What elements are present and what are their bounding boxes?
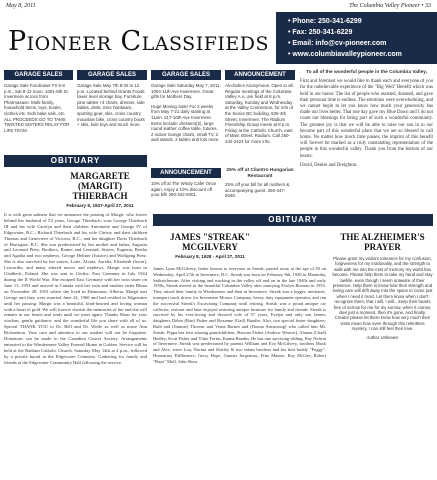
- obituary-bar: [4, 155, 147, 167]
- paper-name: The Columbia Valley Pioneer • 33: [349, 3, 431, 9]
- ad-text: Alcoholics Anonymous. Open to all. Regular meetings of the Columbia Valley A.A. are held at 8 p.m. Saturday, Sunday and Wednesday at the Valley Connection, for info of the Senior BC building, 625-4th Street, Invermere. The Radium Friendship Group meets at 8 p.m. Friday at the Catholic Church, east of Main Street, Radium. Call 250-342-2424 for more info.: [225, 83, 294, 144]
- letter-body: First and foremost we would like to thank each and everyone of you for the unbelievable experience of the "Big Wed" Benefit which was held in our honor. The list of people who assisted, donated, and gave their personal time is endless. The emotions were overwhelming, and we cannot begin to let you know how much your generosity has made our lives better. That one day gave my Blue Dawn and I do not count our blessings for being part of such a wonderful community. The greatest joy is that we will be able to raise our son in to our become part of this wonderful place that we are so blessed to call home. No matter how much time passes, the imprint of this benefit will forever be marked as a truly outstanding representation of the people in this wonderful valley. Thank you from the bottom of our hearts.: [300, 79, 433, 159]
- fax-line: • Fax: 250-341-6229: [288, 27, 437, 38]
- contact-box: [276, 12, 437, 64]
- section-heading: GARAGE SALES: [151, 70, 221, 80]
- ad-windy-cafe: [151, 168, 221, 198]
- poem-text: Please grant my visitors tolerance for my confusion, forgiveness for my irrationality, and the strength to walk with me into the mist of memory my world has become. Please help them to take my hand and stay awhile, even though I seem unaware of their presence. Help them to know how their strength and loving care will drift away into the space to come just when I need it most. Let them know when I don't recognize them, that I will, I will... keep their hearts free of sorrow for me for my sorrow, when it comes, dies just a moment, then it's gone. And finally, Creator please let them know how very much their visits mean how even through this relentless mystery, I can still feel their love.: [332, 256, 433, 332]
- classifieds-header: [0, 12, 437, 64]
- ad-text: Garage Sale May 7th 8:30 to 12 p.m. Located behind Grants Foods lower level storage bay. Furniture, pine tables +4 chairs, dresser, side tables, desk, misc hardware, sporting gear, skis, cross country mountain bike, cross country boots + skis, kids toys and much more.: [77, 83, 145, 128]
- obituary-bar: [153, 214, 433, 226]
- letter-signature: David, Denise and Dreighton.: [300, 162, 358, 168]
- poem-title: THE ALZHEIMER'S PRAYER: [340, 232, 425, 252]
- ad-cilantro: [225, 168, 295, 199]
- obituary-name: MARGARETE (MARGIT) THIERBACH: [70, 171, 130, 201]
- section-heading: ANNOUNCEMENT: [225, 70, 295, 80]
- obituary-body: James Lynn McGilvery, better known to everyone as Streak, passed away at the age of 83 on Wednesday, April 27th in Invermere, B.C. Streak was born on February 8th, 1928 in Manitoba, Saskatchewan. After visiting and working in the valley off and on in the late 1940s and early 1950s, Streak moved to the beautiful Columbia Valley after marrying Evelyn Bressau in 1953. They raised their family in Windermere and then in Invermere. Streak was a logger, mechanic, transport truck driver for Invermere Motors Company, heavy duty equipment operator, and ran the successful Streak's Excavating Company until retiring. Streak was a proud antique car collector, restorer and later enjoyed restoring antique furniture for family and friends. Streak is survived by his ever-loving and devoted wife of 57 years, Evelyn and only son James; daughters Debra (Ron) Fisher and Roxanne (Gail) Baudin. Also, two special foster daughters: Ruth and (Jimmie) Thoreur and Verna Barnes and (Donna Armstrong) who called him Mr. Streak. Pippa has four adoring grandchildren, Shawna Fisher (Andrew Weaver), Alanna (Chad) Hedley, Scott Fisher and Vittie Fortin, Emma Baudin. He has one surviving sibling, Ray Nelson of Invermere. Streak was predeceased by parents William and Eva McGilvery, brothers Mack and Alex, sister Lou, Norma and Shirley & two infant brothers and his best buddy "Poggy". Honourary Pallbearers: Gerry Hope, Gunner Jorgenson, Fritz Maurer, Roy McGee, Robert "Buzz" Moll, John Shaw: [153, 266, 326, 364]
- ad-text: Garage Sale Fundraiser Fri 5-8 p.m., Sat 8-12 noon. 1001-5th St. Invermere across from Pharmasave. Multi-family, household items, toys, books, clothes etc. Kids bake sale, etc. ALL PROCEEDS GO TO TAMS TWISTED SISTERS RELAY FOR LIFE TEAM.: [4, 83, 70, 133]
- obituary-label: OBITUARY: [50, 156, 101, 165]
- poem-author: Author Unknown: [366, 334, 399, 340]
- section-heading: GARAGE SALES: [4, 70, 73, 80]
- page-title: Pioneer Classifieds: [8, 26, 270, 57]
- ad-column-4: [225, 70, 295, 145]
- ad-column-3: [151, 70, 221, 143]
- issue-date: May 8, 2011: [6, 3, 36, 9]
- poem-body: [332, 256, 433, 478]
- thank-you-letter: [300, 70, 433, 169]
- ad-heading: 25% off at Cilantro Hungarian Restaurant: [226, 168, 294, 179]
- section-heading: GARAGE SALES: [77, 70, 147, 80]
- obituary-label: OBITUARY: [268, 215, 318, 224]
- ad-column-1: [4, 70, 73, 133]
- obituary-dates: February 8, 1937-April 27, 2011: [66, 203, 134, 208]
- website-line: • www.columbiavalleypioneer.com: [288, 49, 437, 60]
- page-header-line: [6, 2, 431, 12]
- ad-text: 25% off your bill for all mothers & accompanying guest. 250-347-9348.: [225, 182, 290, 199]
- ad-text: 10% off at The Windy Cafe! Once again, enjoy a 10% discount off your bill! 250-342-6001.: [151, 181, 217, 198]
- letter-title: To all of the wonderful people in the Columbia Valley,: [306, 70, 427, 75]
- obituary-dates: February 8, 1928 - April 27, 2011: [175, 254, 245, 259]
- section-heading: ANNOUNCEMENT: [151, 168, 221, 178]
- ad-text: Garage Sale Saturday May 7, 2011. 1004-11th Ave Invermere. Great gifts for Mothers Day.: [151, 83, 221, 100]
- obituary-name: JAMES "STREAK" MCGILVERY: [170, 232, 250, 252]
- ad-column-2: [77, 70, 147, 128]
- email-line: • Email: info@cv-pioneer.com: [288, 38, 437, 49]
- phone-line: • Phone: 250-341-6299: [288, 16, 437, 27]
- obituary-body: It is with great sadness that we announce the passing of Margit, who leaves behind her husband of 53 years, George Thierbach; sons George Thierbach III and his wife Carolyn and their children Antoinette and George IV of Edgewater, B.C.; Richard Thierbach and his wife Christy and their children Thomas and Genevieve of Victoria, B.C.; and her daughter Doris Thierbach of Harrogate, B.C. She was predeceased by her mother and father, Augusta and Leonard Pietz; Brothers, Rainer and Leonard; Sisters, Eugenia, Bertha and Agatha and two nephews, George Hellner (Justice) and Wolfgang Pietz. She is also survived by her sisters, Lotte, Alvina, Aurelia, Elizabeth (Irwin), Leocardia, and many adored nieces and nephews. Margit was born in Gladbeck, Poland. She was sent to Görlitz, East Germany in July 1944 during the II World War. She escaped East Germany with her twin sister on June 13, 1953 and arrived in Canada with her twin and another sister Rhina on November 28, 1953 where she lived in Edmonton, Alberta. Margit met George and they were married June 24, 1960 and had resided in Edgewater until her passing. Margit was a beautiful, kind-hearted and loving woman with a heart of gold. We will forever cherish the memories of her and she will remain in our hearts and souls until we meet again. Thanks Mom for your wisdom, gentle guidance, and the wonderful life you share with all of us. Special THANK YOU to Dr. Bell and Dr. Wolfe as well as nurse Ann Richardson. Your care and attention to our mother will not be forgotten. Donations can be made to the Canadian Cancer Society. Arrangements entrusted to the Windermere Valley Funeral Home in Golden. Service will be held at the Radium Catholic Church, Saturday May 14th at 2 p.m., followed by a private burial at the Edgewater Cemetery. Gathering for family and friends at the Edgewater Community Hall following the service.: [4, 212, 147, 365]
- ad-text: Huge Moving Sale! For 2 weeks from May 7-21 daily starting at 11am. 217-10th Ave Invermere. Items include: dressers(2), large round leather coffee table, futures, 2 indoor lounge chairs, small TV, 2 wall stands, 2 tables and lots more.: [151, 103, 220, 143]
